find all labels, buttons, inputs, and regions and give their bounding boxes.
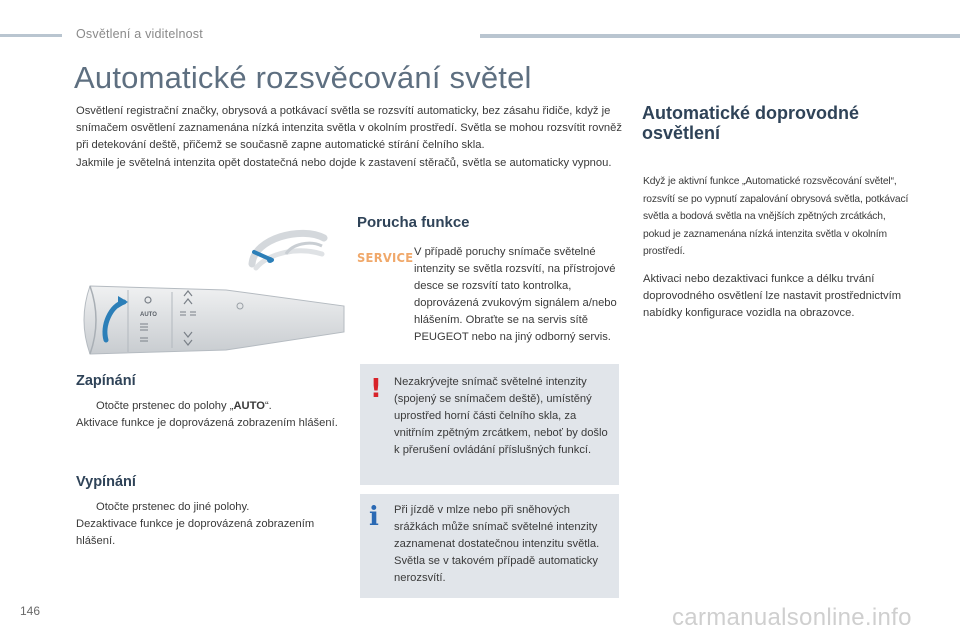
doprovodne-description: Když je aktivní funkce „Automatické rozsvěcování světel“, rozsvítí se po vypnutí zapalování obrysová světla, potkávací světla a bodová světla na vnějších zpětných zrcátkách, pokud je zaznamenána nízká intenzita světla v okolním prostředí.: [643, 176, 909, 258]
warning-box: [360, 364, 619, 485]
intro-paragraph-1: Osvětlení registrační značky, obrysová a potkávací světla se rozsvítí automaticky, bez zásahu řidiče, když je snímačem osvětlení zaznamenána nízká intenzita světla v okolním prostředí. Světla se mohou rozsvítit rovněž při detekování deště, přičemž se současně zapne automatické stírání čelního skla.: [76, 105, 622, 152]
watermark: carmanualsonline.info: [672, 604, 912, 631]
page-number: 146: [20, 604, 41, 618]
exclamation-icon: !: [370, 374, 382, 404]
vypinani-text: [76, 499, 346, 550]
vypinani-step-text: Otočte prstenec do jiné polohy.: [96, 501, 250, 513]
page-title: Automatické rozsvěcování světel: [74, 60, 532, 95]
info-text: Při jízdě v mlze nebo při sněhových srážkách může snímač světelné intenzity zaznamenat dostatečnou intenzitu světla. Světla se v takovém případě automaticky nerozsvítí.: [394, 504, 600, 584]
stalk-auto-label: AUTO: [140, 312, 157, 318]
doprovodne-settings-note: Aktivaci nebo dezaktivaci funkce a délku trvání doprovodného osvětlení lze nastavit prostřednictvím nabídky konfigurace vozidla na obrazovce.: [643, 273, 902, 319]
intro-text: [76, 103, 624, 172]
info-box: [360, 494, 619, 598]
zapinani-note: Aktivace funkce je doprovázená zobrazením hlášení.: [76, 417, 338, 429]
header-rule-left: [0, 34, 62, 37]
intro-paragraph-2: Jakmile je světelná intenzita opět dostatečná nebo dojde k zastavení stěračů, světla se automaticky vypnou.: [76, 156, 612, 169]
zapinani-auto-label: AUTO: [233, 400, 265, 412]
zapinani-step-post: “.: [264, 400, 272, 412]
service-warning-icon: SERVICE: [357, 250, 414, 265]
info-icon: i: [369, 502, 379, 532]
vypinani-step: [76, 499, 346, 516]
vypinani-heading: Vypínání: [76, 474, 136, 490]
steering-wheel-illustration: [246, 224, 330, 284]
porucha-text: V případě poruchy snímače světelné intenzity se světla rozsvítí, na přístrojové desce se rozsvítí tato kontrolka, doprovázená zvukovým signálem a/nebo hlášením. Obraťte se na servis sítě PEUGEOT nebo na jiný odborný servis.: [414, 246, 617, 343]
zapinani-step: [76, 398, 346, 415]
zapinani-step-pre: Otočte prstenec do polohy „: [96, 400, 234, 412]
warning-text: Nezakrývejte snímač světelné intenzity (spojený se snímačem deště), umístěný uprostřed horní části čelního skla, za vnitřním zpětným zrcátkem, neboť by došlo k přerušení ovládání příslušných funkcí.: [394, 376, 608, 456]
doprovodne-heading: Automatické doprovodné osvětlení: [642, 103, 860, 143]
vypinani-note: Dezaktivace funkce je doprovázená zobrazením hlášení.: [76, 518, 315, 547]
section-title: Osvětlení a viditelnost: [76, 27, 203, 41]
zapinani-text: [76, 398, 346, 432]
zapinani-heading: Zapínání: [76, 373, 136, 389]
header-rule-right: [480, 34, 960, 38]
porucha-heading: Porucha funkce: [357, 214, 470, 231]
light-stalk-illustration: [76, 280, 346, 358]
